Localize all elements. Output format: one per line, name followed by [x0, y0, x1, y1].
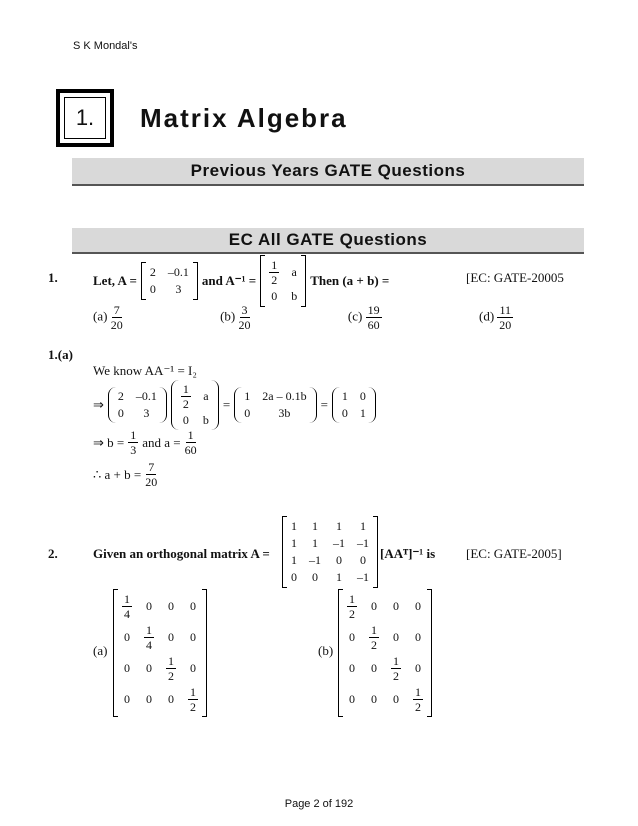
- q1-option-c: (c) $\frac{19}{60}$: [347, 303, 380, 332]
- q1-number: 1.: [48, 270, 58, 285]
- q1-statement: [93, 255, 389, 307]
- a1-matrix-ainv: $\frac{1}{2}$ a 0 b: [171, 380, 219, 430]
- q2-option-b-matrix: $\frac{1}{2}$ 0 0 0 0 $\frac{1}{2}$ 0 0 0 0 $\frac{1}{2}$ 0 0 0 0 $\frac{1}{2}$: [338, 589, 432, 717]
- q2-option-b-label: (b): [318, 643, 334, 658]
- q1-options: [93, 303, 513, 332]
- fraction-a: $\frac{1}{60}$: [184, 428, 197, 457]
- matrix-cell: 3: [175, 282, 182, 296]
- a1-matrix-product: 1 2a – 0.1b 0 3b: [234, 387, 316, 423]
- q2-option-a-matrix: $\frac{1}{4}$ 0 0 0 0 $\frac{1}{4}$ 0 0 0 0 $\frac{1}{2}$ 0 0 0 0 $\frac{1}{2}$: [113, 589, 207, 717]
- matrix-cell: –0.1: [167, 265, 189, 279]
- chapter-title: Matrix Algebra: [140, 103, 348, 133]
- chapter-number: 1.: [64, 97, 106, 139]
- q2-reference: [EC: GATE-2005]: [466, 546, 562, 561]
- fraction-sum: $\frac{7}{20}$: [145, 460, 158, 489]
- matrix-cell: a: [291, 265, 297, 279]
- matrix-cell: 2: [149, 265, 156, 279]
- q1-and-text: and A⁻¹ =: [201, 273, 257, 288]
- chapter-number-box: [56, 89, 114, 147]
- equals-sign: =: [320, 397, 328, 412]
- q2-option-a-label: (a): [93, 643, 108, 658]
- a1-line-1: We know AA⁻¹ = I₂: [93, 363, 197, 378]
- q2-text: Given an orthogonal matrix A =: [93, 546, 270, 561]
- q2-tail: [AAᵀ]⁻¹ is: [380, 546, 436, 561]
- a1-line-3: ⇒ b = $\frac{1}{3}$ and a = $\frac{1}{60}$: [93, 428, 197, 457]
- q1-then-text: Then (a + b) =: [310, 273, 390, 288]
- equals-sign: =: [222, 397, 231, 412]
- q1-option-a: (a) $\frac{7}{20}$: [93, 303, 123, 332]
- a1-number: 1.(a): [48, 347, 73, 362]
- section-band-previous: Previous Years GATE Questions: [72, 158, 584, 186]
- q1-matrix-a: [141, 262, 198, 300]
- q1-option-b: (b) $\frac{3}{20}$: [220, 303, 251, 332]
- a1-matrix-a: 2 –0.1 0 3: [108, 387, 167, 423]
- a1-line-4: ∴ a + b = $\frac{7}{20}$: [93, 460, 158, 489]
- matrix-cell: 0: [271, 289, 278, 303]
- implies-icon: ⇒: [93, 397, 104, 412]
- page-footer: Page 2 of 192: [284, 798, 354, 810]
- fraction: $\frac{1}{2}$: [271, 258, 278, 287]
- running-header: S K Mondal's: [73, 40, 138, 52]
- section-band-ec: EC All GATE Questions: [72, 228, 584, 254]
- q1-let-text: Let, A =: [93, 273, 137, 288]
- fraction-b: $\frac{1}{3}$: [130, 428, 137, 457]
- a1-line-2: [93, 380, 376, 430]
- q1-reference: [EC: GATE-20005: [466, 270, 564, 285]
- matrix-cell: b: [291, 289, 298, 303]
- q1-matrix-ainv: [260, 255, 306, 307]
- q2-number: 2.: [48, 546, 58, 561]
- a1-matrix-identity: 1 0 0 1: [332, 387, 376, 423]
- matrix-cell: 0: [149, 282, 156, 296]
- q1-option-d: (d) $\frac{11}{20}$: [479, 303, 512, 332]
- q2-matrix-a: 1 1 1 1 1 1 –1 –1 1 –1 0 0 0 0 1 –1: [282, 516, 378, 588]
